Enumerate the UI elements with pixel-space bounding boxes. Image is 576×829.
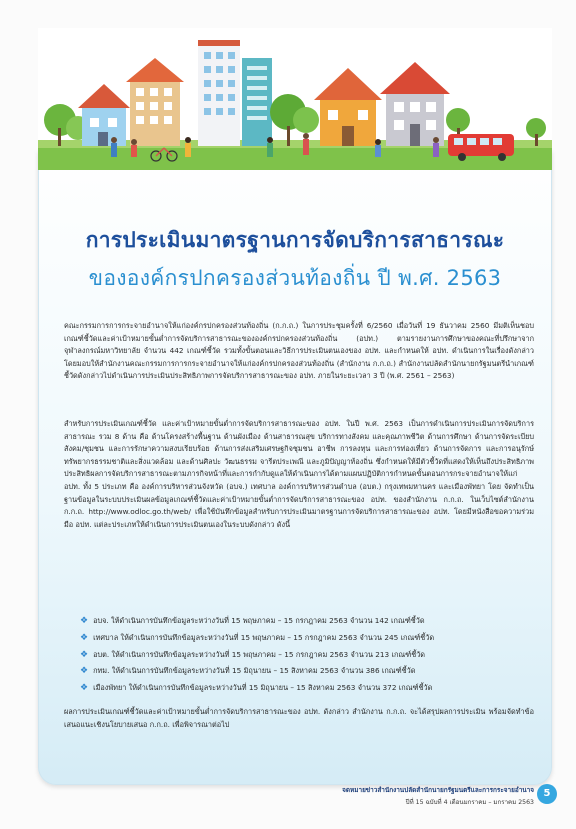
- diamond-bullet-icon: ❖: [80, 683, 89, 694]
- list-item-text: เมืองพัทยา ให้ดำเนินการบันทึกข้อมูลระหว่างวันที่ 15 มิถุนายน – 15 สิงหาคม 2563 จำนวน 372 เกณฑ์ชี้วัด: [93, 683, 433, 693]
- list-item: [80, 680, 530, 697]
- list-item: [80, 630, 530, 647]
- diamond-bullet-icon: ❖: [80, 649, 89, 660]
- list-item: [80, 663, 530, 680]
- diamond-bullet-icon: ❖: [80, 632, 89, 643]
- article-title-line2: ขององค์กรปกครองส่วนท้องถิ่น ปี พ.ศ. 2563: [88, 266, 502, 290]
- list-item: [80, 647, 530, 664]
- footer-journal-title: จดหมายข่าวสำนักงานปลัดสำนักนายกรัฐมนตรีและการกระจายอำนาจ: [342, 786, 534, 794]
- diamond-bullet-icon: ❖: [80, 666, 89, 677]
- page-number-badge: 5: [537, 784, 557, 804]
- diamond-bullet-icon: ❖: [80, 616, 89, 626]
- list-item: [80, 613, 530, 630]
- list-item-text: อบจ. ให้ดำเนินการบันทึกข้อมูลระหว่างวันที่ 15 พฤษภาคม – 15 กรกฎาคม 2563 จำนวน 142 เกณฑ์ชี้วัด: [93, 616, 425, 625]
- paragraph-assessment: สำหรับการประเมินเกณฑ์ชี้วัด และค่าเป้าหมายขั้นต่ำการจัดบริการสาธารณะของ อปท. ในปี พ.ศ. 2563 เป็นการดำเนินการประเมินการจัดบริการสาธารณะ รวม 8 ด้าน คือ ด้านโครงสร้างพื้นฐาน ด้านผังเมือง ด้านสาธารณสุข บริการทางสังคม และคุณภาพชีวิต ด้านการศึกษา ด้านการจัดระเบียบสังคม/ชุมชน และการรักษาความสงบเรียบร้อย ด้านการส่งเสริมเศรษฐกิจชุมชน อาชีพ การลงทุน และการท่องเที่ยว ด้านการจัดการ และการอนุรักษ์ทรัพยากรธรรมชาติและสิ่งแวดล้อม และด้านศิลปะ วัฒนธรรม จารีตประเพณี และภูมิปัญญาท้องถิ่น ซึ่งกำหนดให้มีตัวชี้วัดที่แสดงให้เห็นถึงประสิทธิภาพ ประสิทธิผลการจัดบริการสาธารณะตามภารกิจหน้าที่และการกำกับดูแลให้ดำเนินการได้ตามแผนปฏิบัติการกำหนดขั้นตอนการกระจายอำนาจให้แก่ อปท. ทั้ง 5 ประเภท คือ องค์การบริหารส่วนจังหวัด (อบจ.) เทศบาล องค์การบริหารส่วนตำบล (อบต.) กรุงเทพมหานคร และเมืองพัทยา โดย จัดทำเป็นฐานข้อมูลในระบบประเมินผลข้อมูลเกณฑ์ชี้วัดและค่าเป้าหมายขั้นต่ำการจัดบริการสาธารณะของ อปท. ของสำนักงาน ก.ก.ถ. ในเว็บไซต์สำนักงาน ก.ก.ถ. http://www.odloc.go.th/web/ เพื่อใช้บันทึกข้อมูลสำหรับการประเมินมาตรฐานการจัดบริการสาธารณะของ อปท. โดยมีหนังสือขอความร่วมมือ อปท. แต่ละประเภทให้ดำเนินการประเมินตนเองในระบบดังกล่าว ดังนี้: [64, 419, 534, 529]
- paragraph-intro: คณะกรรมการการกระจายอำนาจให้แก่องค์กรปกครองส่วนท้องถิ่น (ก.ก.ถ.) ในการประชุมครั้งที่ 6/2560 เมื่อวันที่ 19 ธันวาคม 2560 มีมติเห็นชอบเกณฑ์ชี้วัดและค่าเป้าหมายขั้นต่ำการจัดบริการสาธารณะขององค์กรปกครองส่วนท้องถิ่น (อปท.) ตามรายงานการศึกษาของคณะที่ปรึกษาจากจุฬาลงกรณ์มหาวิทยาลัย จำนวน 442 เกณฑ์ชี้วัด รวมทั้งขั้นตอนและวิธีการประเมินตนเองของ อปท. และกำหนดให้ อปท. ดำเนินการในเรื่องดังกล่าว โดยมอบให้สำนักงานคณะกรรมการการกระจายอำนาจให้แก่องค์กรปกครองส่วนท้องถิ่น (สำนักงาน ก.ก.ถ.) สำนักงานปลัดสำนักนายกรัฐมนตรีนำเกณฑ์ชี้วัดดังกล่าวไปดำเนินการประเมินประสิทธิภาพการจัดบริการสาธารณะของ อปท. ภายในระยะเวลา 3 ปี (พ.ศ. 2561 – 2563): [64, 321, 534, 381]
- schedule-list: [80, 613, 530, 697]
- paragraph-conclusion: ผลการประเมินเกณฑ์ชี้วัดและค่าเป้าหมายขั้นต่ำการจัดบริการสาธารณะของ อปท. ดังกล่าว สำนักงาน ก.ก.ถ. จะได้สรุปผลการประเมิน พร้อมจัดทำข้อเสนอแนะเชิงนโยบายเสนอ ก.ก.ถ. เพื่อพิจารณาต่อไป: [64, 707, 534, 729]
- city-illustration: [38, 28, 552, 170]
- article-title-line1: การประเมินมาตรฐานการจัดบริการสาธารณะ: [85, 228, 505, 252]
- footer-issue-info: ปีที่ 15 ฉบับที่ 4 เดือนมกราคม – มกราคม 2563: [405, 799, 534, 806]
- list-item-text: เทศบาล ให้ดำเนินการบันทึกข้อมูลระหว่างวันที่ 15 พฤษภาคม – 15 กรกฎาคม 2563 จำนวน 245 เกณฑ์ชี้วัด: [93, 632, 435, 642]
- list-item-text: กทม. ให้ดำเนินการบันทึกข้อมูลระหว่างวันที่ 15 มิถุนายน – 15 สิงหาคม 2563 จำนวน 386 เกณฑ์ชี้วัด: [93, 666, 416, 676]
- list-item-text: อบต. ให้ดำเนินการบันทึกข้อมูลระหว่างวันที่ 15 พฤษภาคม – 15 กรกฎาคม 2563 จำนวน 213 เกณฑ์ชี้วัด: [93, 649, 426, 659]
